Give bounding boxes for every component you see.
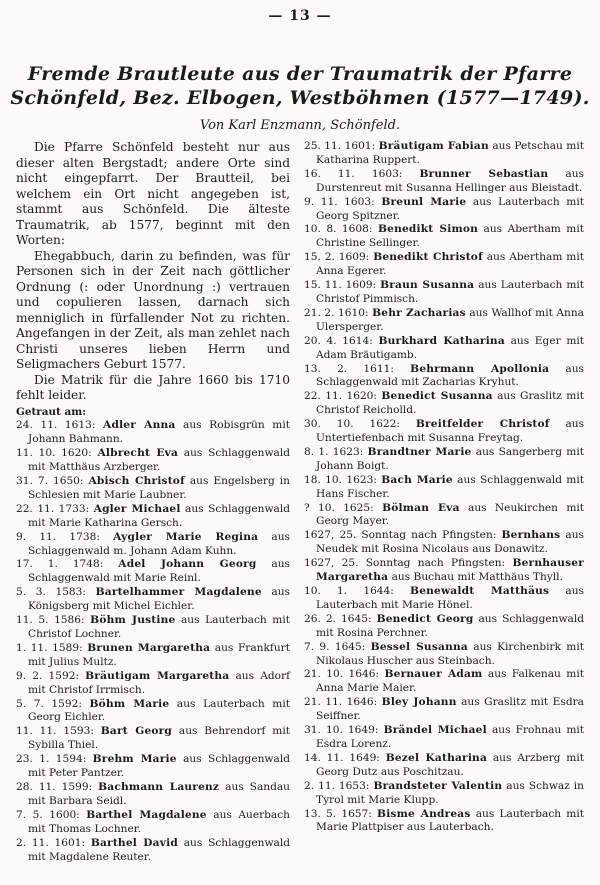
right-column: [304, 140, 584, 835]
entry-name: Bezel Katharina: [385, 751, 488, 764]
entry-details: aus Schlaggenwald mit Matthäus Arzberger.: [28, 447, 291, 474]
entry-date: 14. 11. 1649:: [304, 751, 380, 764]
list-item: [16, 531, 290, 559]
entry-name: Adel Johann Georg: [118, 558, 257, 571]
list-item: [304, 724, 584, 752]
list-item: [304, 780, 584, 808]
entry-details: aus Petschau mit Katharina Ruppert.: [316, 140, 584, 166]
entry-date: 15. 2. 1609:: [304, 251, 370, 264]
page-number: — 13 —: [268, 8, 332, 24]
list-item: [16, 503, 290, 531]
list-item: [304, 307, 584, 335]
entry-date: 21. 2. 1610:: [304, 306, 369, 319]
entry-date: 2. 11. 1653:: [304, 779, 370, 792]
list-item: [304, 613, 584, 641]
entry-name: Brandsteter Valentin: [373, 779, 503, 792]
entry-name: Bräutigam Fabian: [378, 140, 489, 152]
list-item: [16, 753, 290, 781]
entry-date: 25. 11. 1601:: [304, 140, 376, 152]
list-item: [304, 363, 584, 391]
entry-details: aus Abertham mit Anna Egerer.: [316, 251, 584, 278]
entry-name: Burkhard Katharina: [378, 334, 505, 347]
entry-name: Böhm Justine: [90, 614, 176, 627]
list-item: [304, 251, 584, 279]
author-byline: Von Karl Enzmann, Schönfeld.: [199, 118, 401, 133]
entry-details: aus Wallhof mit Anna Ulersperger.: [316, 306, 585, 333]
list-item: [16, 642, 290, 670]
list-item: [16, 698, 290, 726]
entry-name: Brandtner Marie: [367, 445, 472, 458]
left-column: [16, 140, 290, 864]
entry-date: 2. 11. 1601:: [16, 836, 86, 849]
entry-details: aus Schwaz in Tyrol mit Marie Klupp.: [316, 779, 584, 806]
list-item: [16, 419, 290, 447]
entry-name: Benedikt Simon: [377, 223, 479, 236]
list-item: [304, 752, 584, 780]
entry-date: 11. 11. 1593:: [16, 725, 94, 738]
entry-date: 1627, 25. Sonntag nach Pfingsten:: [304, 557, 506, 570]
list-item: [304, 641, 584, 669]
list-item: [304, 335, 584, 363]
title-line-1: Fremde Brautleute aus der Traumatrik der Pfarre: [27, 63, 573, 85]
entry-details: aus Lauterbach mit Georg Eichler.: [28, 697, 290, 724]
entry-details: aus Adorf mit Christof Irrmisch.: [28, 669, 290, 696]
entry-date: 11. 10. 1620:: [16, 447, 92, 460]
entry-date: 13. 2. 1611:: [304, 362, 394, 375]
entry-name: Brunen Margaretha: [87, 641, 211, 654]
entry-date: 28. 11. 1599:: [16, 780, 93, 793]
entry-name: Albrecht Eva: [97, 447, 179, 460]
entry-details: aus Lauterbach mit Christof Pimmisch.: [316, 279, 585, 305]
entry-date: 1627, 25. Sonntag nach Pfingsten:: [304, 529, 497, 542]
entry-details: aus Arzberg mit Georg Dutz aus Poschitzau.: [316, 751, 584, 778]
entry-details: aus Eger mit Adam Bräutigamb.: [316, 334, 585, 361]
entry-details: aus Lauterbach mit Christof Lochner.: [28, 614, 290, 640]
entry-details: aus Lauterbach mit Marie Hönel.: [316, 585, 584, 611]
entry-name: Bräutigam Margaretha: [85, 669, 230, 682]
entry-date: 10. 1. 1644:: [304, 585, 394, 597]
entry-details: aus Schlaggenwald mit Rosina Perchner.: [316, 612, 585, 639]
entry-date: 11. 5. 1586:: [16, 614, 85, 627]
entry-details: aus Schlaggenwald mit Zacharias Kryhut.: [316, 362, 584, 389]
entry-name: Bart Georg: [100, 725, 173, 738]
entry-date: 18. 10. 1623:: [304, 473, 377, 486]
entry-date: 23. 1. 1594:: [16, 753, 87, 766]
entry-list-right: [304, 140, 584, 835]
entry-details: aus Graslitz mit Esdra Seiffner.: [316, 696, 584, 723]
entry-name: Bley Johann: [381, 696, 457, 709]
entry-details: aus Buchau mit Matthäus Thyll.: [391, 571, 563, 584]
entry-name: Brändel Michael: [383, 724, 487, 737]
list-item: [304, 223, 584, 251]
entry-name: Benewaldt Matthäus: [410, 585, 550, 597]
entry-date: 1. 11. 1589:: [16, 641, 83, 654]
entry-name: Bachmann Laurenz: [98, 780, 220, 793]
list-item: [16, 725, 290, 753]
entry-name: Bernauer Adam: [384, 668, 483, 681]
entry-date: 22. 11. 1620:: [304, 390, 377, 403]
entry-date: 5. 3. 1583:: [16, 586, 86, 599]
entry-date: 26. 2. 1645:: [304, 612, 372, 625]
entry-name: Agler Michael: [93, 502, 181, 515]
entry-name: Behrmann Apollonia: [410, 362, 550, 375]
entry-name: Aygler Marie Regina: [113, 530, 259, 543]
list-heading: Getraut am:: [16, 405, 87, 418]
entry-date: 21. 11. 1646:: [304, 696, 378, 709]
entry-name: Bölman Eva: [382, 501, 460, 514]
list-item: [304, 668, 584, 696]
entry-name: Adler Anna: [103, 419, 176, 432]
intro-paragraph: Die Matrik für die Jahre 1660 bis 1710 fehlt leider.: [16, 372, 290, 402]
entry-details: aus Schlaggenwald mit Peter Pantzer.: [28, 753, 290, 780]
list-item: [304, 279, 584, 307]
intro-text: [16, 140, 290, 404]
entry-details: aus Durstenreut mit Susanna Hellinger aus Bleistadt.: [316, 167, 584, 194]
list-item: [304, 808, 584, 836]
intro-paragraph: Ehegabbuch, darin zu befinden, was für Personen sich in der Zeit nach göttlicher Ordnung (: oder Unordnung :) vertrauen und copulieren lassen, darnach sich menniglich in fürfallender Not zu richten. Angefangen in der Zeit, als man zehlet nach Christi unseres lieben Herrn und Seligmachers Geburt 1577.: [16, 248, 290, 371]
entry-name: Brehm Marie: [92, 753, 177, 766]
entry-details: aus Lauterbach mit Georg Spitzner.: [316, 195, 584, 222]
entry-date: 9. 11. 1738:: [16, 530, 100, 543]
entry-name: Barthel David: [90, 836, 178, 849]
entry-details: aus Schlaggenwald mit Marie Katharina Gersch.: [28, 502, 291, 529]
entry-date: 31. 7. 1650:: [16, 475, 84, 488]
entry-date: 5. 7. 1592:: [16, 697, 82, 710]
entry-date: 24. 11. 1613:: [16, 419, 96, 432]
list-item: [304, 585, 584, 613]
entry-name: Bernhans: [501, 529, 561, 542]
intro-paragraph: Die Pfarre Schönfeld besteht nur aus dieser alten Bergstadt; andere Orte sind nicht eingepfarrt. Der Brautteil, bei welchem ein Ort nicht angegeben ist, stammt aus Schönfeld. Die älteste Traumatrik, ab 1577, beginnt mit den Worten:: [16, 140, 290, 247]
entry-name: Breitfelder Christof: [415, 418, 550, 431]
list-item: [304, 557, 584, 585]
entry-name: Bartelhammer Magdalene: [95, 586, 262, 599]
entry-details: aus Lauterbach mit Marie Plattpiser aus Lauterbach.: [316, 807, 584, 834]
entry-date: 8. 1. 1623:: [304, 445, 364, 458]
entry-date: 20. 4. 1614:: [304, 334, 373, 347]
entry-date: 30. 10. 1622:: [304, 418, 400, 431]
entry-details: aus Sandau mit Barbara Seidl.: [28, 780, 291, 807]
entry-details: aus Graslitz mit Christof Reicholld.: [316, 390, 584, 417]
entry-name: Breunl Marie: [381, 195, 467, 208]
entry-date: 9. 2. 1592:: [16, 669, 80, 682]
entry-details: aus Schlaggenwald mit Magdalene Reuter.: [28, 836, 290, 863]
list-item: [304, 696, 584, 724]
entry-details: aus Engelsberg in Schlesien mit Marie Laubner.: [28, 475, 290, 501]
list-item: [304, 446, 584, 474]
list-item: [16, 670, 290, 698]
entry-name: Böhm Marie: [89, 697, 170, 710]
entry-details: aus Behrendorf mit Sybilla Thiel.: [28, 725, 291, 752]
entry-details: aus Abertham mit Christine Sellinger.: [316, 223, 584, 250]
list-item: [304, 196, 584, 224]
entry-details: aus Neudek mit Rosina Nicolaus aus Donawitz.: [316, 529, 584, 556]
entry-details: aus Auerbach mit Thomas Lochner.: [28, 808, 291, 835]
entry-date: 9. 11. 1603:: [304, 195, 375, 208]
entry-name: Bernhauser Margaretha: [316, 557, 584, 584]
entry-details: aus Robisgrün mit Johann Bahmann.: [28, 419, 290, 446]
entry-date: 21. 10. 1646:: [304, 668, 380, 681]
entry-name: Bisme Andreas: [377, 807, 471, 820]
article-title: [0, 62, 600, 110]
entry-date: 10. 8. 1608:: [304, 223, 373, 236]
list-item: [16, 837, 290, 865]
entry-name: Benedict Susanna: [381, 390, 493, 403]
list-item: [16, 809, 290, 837]
entry-details: aus Königsberg mit Michel Eichler.: [28, 586, 290, 613]
list-item: [304, 474, 584, 502]
entry-details: aus Kirchenbirk mit Nikolaus Huscher aus Steinbach.: [316, 640, 584, 667]
entry-name: Bessel Susanna: [370, 640, 468, 653]
list-item: [16, 586, 290, 614]
entry-list-left: [16, 419, 290, 864]
list-item: [304, 502, 584, 530]
entry-details: aus Untertiefenbach mit Susanna Freytag.: [316, 418, 585, 445]
title-line-2: Schönfeld, Bez. Elbogen, Westböhmen (1577—1749).: [10, 87, 590, 109]
list-item: [16, 558, 290, 586]
entry-name: Bach Marie: [381, 473, 453, 486]
entry-details: aus Frankfurt mit Julius Multz.: [28, 641, 290, 668]
entry-details: aus Neukirchen mit Georg Mayer.: [316, 501, 585, 528]
entry-date: 13. 5. 1657:: [304, 807, 372, 820]
entry-name: Abisch Christof: [88, 475, 185, 488]
entry-details: aus Schlaggenwald mit Marie Reinl.: [28, 558, 290, 585]
list-item: [304, 390, 584, 418]
entry-name: Braun Susanna: [380, 279, 475, 292]
list-item: [304, 529, 584, 557]
list-item: [304, 168, 584, 196]
entry-date: ? 10. 1625:: [304, 501, 374, 514]
entry-details: aus Sangerberg mit Johann Boigt.: [316, 445, 584, 472]
entry-name: Brunner Sebastian: [419, 167, 549, 180]
list-item: [304, 140, 584, 168]
entry-name: Benedikt Christof: [373, 251, 483, 264]
entry-date: 31. 10. 1649:: [304, 724, 379, 737]
list-item: [16, 781, 290, 809]
entry-date: 22. 11. 1733:: [16, 502, 90, 515]
entry-date: 17. 1. 1748:: [16, 558, 104, 571]
list-item: [16, 447, 290, 475]
entry-date: 15. 11. 1609:: [304, 279, 377, 292]
entry-date: 7. 9. 1645:: [304, 640, 366, 653]
entry-name: Benedict Georg: [376, 612, 474, 625]
entry-name: Barthel Magdalene: [86, 808, 207, 821]
entry-name: Behr Zacharias: [372, 306, 466, 319]
list-item: [16, 614, 290, 642]
entry-date: 16. 11. 1603:: [304, 167, 403, 180]
list-item: [16, 475, 290, 503]
entry-details: aus Frohnau mit Esdra Lorenz.: [316, 724, 585, 750]
list-item: [304, 418, 584, 446]
entry-details: aus Falkenau mit Anna Marie Maier.: [316, 668, 584, 695]
entry-details: aus Schlaggenwald mit Hans Fischer.: [316, 473, 584, 500]
entry-details: aus Schlaggenwald m. Johann Adam Kuhn.: [28, 530, 290, 557]
entry-date: 7. 5. 1600:: [16, 808, 80, 821]
